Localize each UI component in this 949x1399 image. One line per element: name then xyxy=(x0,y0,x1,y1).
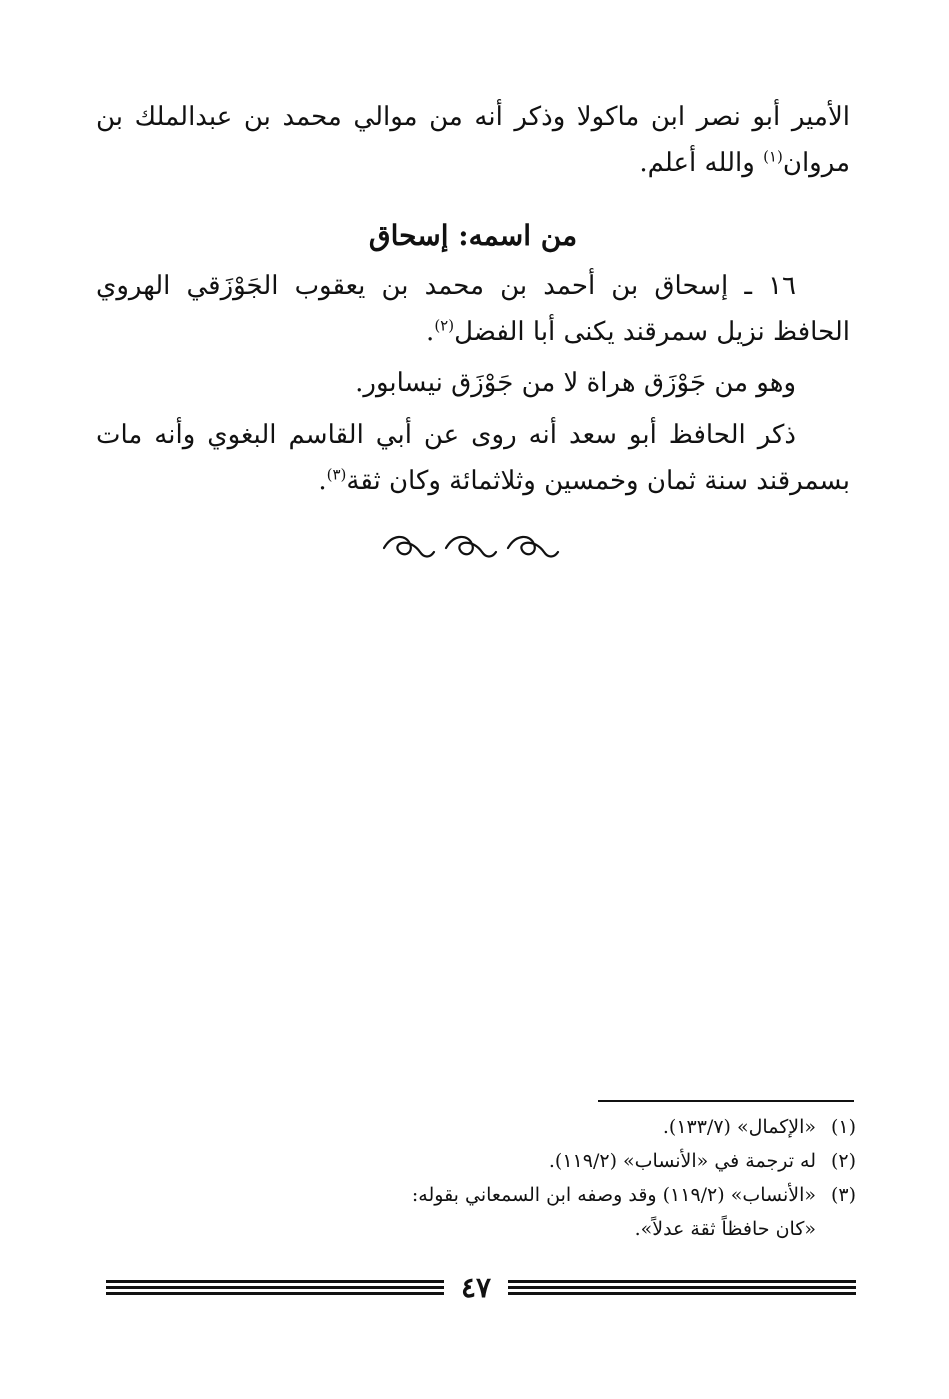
footnote-text: له ترجمة في «الأنساب» (١١٩/٢). xyxy=(548,1150,816,1172)
paragraph-text: الأمير أبو نصر ابن ماكولا وذكر أنه من موالي محمد بن عبدالملك بن مروان xyxy=(96,102,850,178)
paragraph-text: . xyxy=(318,466,327,496)
footnote-separator xyxy=(598,1100,854,1102)
page-number: ٤٧ xyxy=(460,1271,492,1304)
footnote-ref[interactable]: (١) xyxy=(763,147,783,166)
paragraph xyxy=(96,360,850,406)
footnote-number: (٣) xyxy=(830,1184,856,1206)
paragraph-text: وهو من جَوْزَق هراة لا من جَوْزَق نيسابور. xyxy=(355,368,796,398)
paragraph-text: والله أعلم. xyxy=(639,148,764,178)
footnote-ref[interactable]: (٣) xyxy=(326,465,347,484)
footer-rule xyxy=(508,1280,856,1296)
ornament-flourish xyxy=(384,537,434,557)
footnote-text: «الأنساب» (١١٩/٢) وقد وصفه ابن السمعاني بقوله: xyxy=(411,1184,816,1206)
ornament-flourish xyxy=(446,537,496,557)
paragraph-text: ١٦ ـ إسحاق بن أحمد بن محمد بن يعقوب الجَوْزَقي الهروي الحافظ نزيل سمرقند يكنى أبا الفضل xyxy=(96,271,850,347)
paragraph xyxy=(96,412,850,504)
footnote xyxy=(96,1110,856,1144)
paragraph-text: ذكر الحافظ أبو سعد أنه روى عن أبي القاسم البغوي وأنه مات بسمرقند سنة ثمان وخمسين وثلاثمائة وكان ثقة xyxy=(96,420,850,496)
section-heading: من اسمه: إسحاق xyxy=(368,219,578,252)
footnote-number: (١) xyxy=(830,1116,856,1138)
footer-rule xyxy=(106,1280,444,1296)
ornament-divider xyxy=(380,528,560,566)
ornament-flourish xyxy=(508,537,558,557)
footnote-number: (٢) xyxy=(830,1150,856,1172)
paragraph xyxy=(96,94,850,186)
footnote xyxy=(96,1144,856,1178)
entry-paragraph xyxy=(96,263,850,355)
footnotes xyxy=(96,1110,856,1246)
footnote-ref[interactable]: (٢) xyxy=(434,316,455,335)
footnote-text: «الإكمال» (١٣٣/٧). xyxy=(662,1116,816,1138)
footnote-continuation: «كان حافظاً ثقة عدلاً». xyxy=(634,1218,816,1240)
footnote xyxy=(96,1178,856,1212)
paragraph-text: . xyxy=(426,317,435,347)
